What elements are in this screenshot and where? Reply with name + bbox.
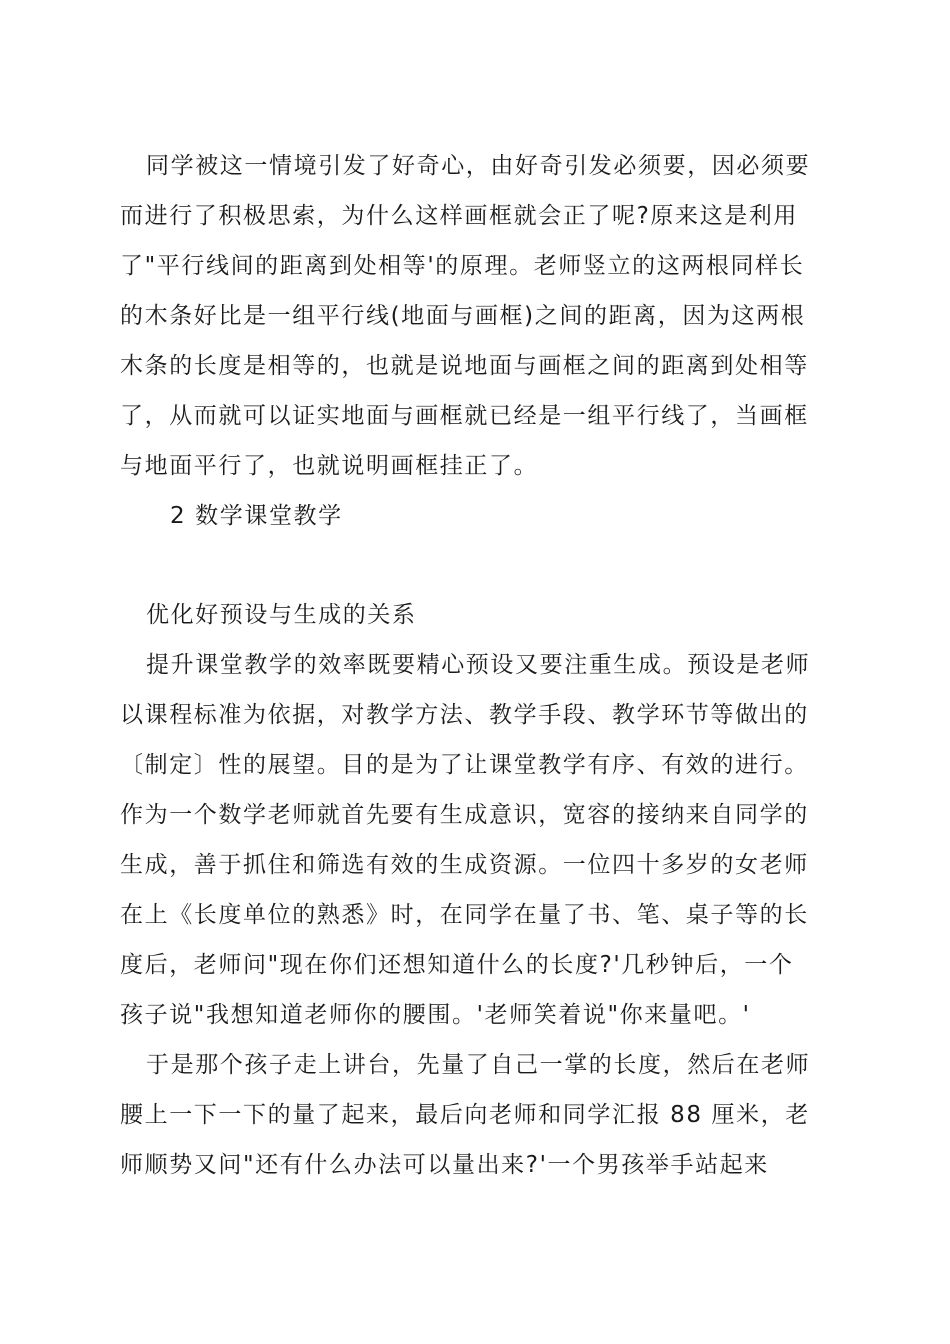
paragraph-2-line-7: 度后，老师问"现在你们还想知道什么的长度?'几秒钟后，一个 (120, 952, 794, 978)
paragraph-2-line-5: 生成，善于抓住和筛选有效的生成资源。一位四十多岁的女老师 (120, 852, 809, 878)
subheading: 优化好预设与生成的关系 (146, 602, 417, 628)
paragraph-1-line-3: 了"平行线间的距离到处相等'的原理。老师竖立的这两根同样长 (120, 253, 805, 279)
paragraph-1-line-6: 了，从而就可以证实地面与画框就已经是一组平行线了，当画框 (120, 403, 809, 429)
paragraph-2-line-8: 孩子说"我想知道老师你的腰围。'老师笑着说"你来量吧。' (120, 1002, 751, 1028)
paragraph-3-line-3: 师顺势又问"还有什么办法可以量出来?'一个男孩举手站起来 (120, 1152, 769, 1178)
paragraph-3-line-2: 腰上一下一下的量了起来，最后向老师和同学汇报 88 厘米，老 (120, 1102, 810, 1128)
paragraph-1-line-5: 木条的长度是相等的，也就是说地面与画框之间的距离到处相等 (120, 353, 809, 379)
paragraph-3-line-1: 于是那个孩子走上讲台，先量了自己一掌的长度，然后在老师 (146, 1052, 811, 1078)
paragraph-2-line-2: 以课程标准为依据，对教学方法、教学手段、教学环节等做出的 (120, 702, 809, 728)
paragraph-1-line-4: 的木条好比是一组平行线(地面与画框)之间的距离，因为这两根 (120, 303, 806, 329)
section-heading: 2 数学课堂教学 (170, 503, 343, 529)
paragraph-2-line-3: 〔制定〕性的展望。目的是为了让课堂教学有序、有效的进行。 (120, 752, 809, 778)
paragraph-2-line-1: 提升课堂教学的效率既要精心预设又要注重生成。预设是老师 (146, 652, 811, 678)
paragraph-2-line-6: 在上《长度单位的熟悉》时，在同学在量了书、笔、桌子等的长 (120, 902, 809, 928)
paragraph-1-line-2: 而进行了积极思索，为什么这样画框就会正了呢?原来这是利用 (120, 203, 799, 229)
paragraph-1-line-7: 与地面平行了，也就说明画框挂正了。 (120, 453, 539, 479)
paragraph-2-line-4: 作为一个数学老师就首先要有生成意识，宽容的接纳来自同学的 (120, 802, 809, 828)
paragraph-1-line-1: 同学被这一情境引发了好奇心，由好奇引发必须要，因必须要 (146, 153, 811, 179)
